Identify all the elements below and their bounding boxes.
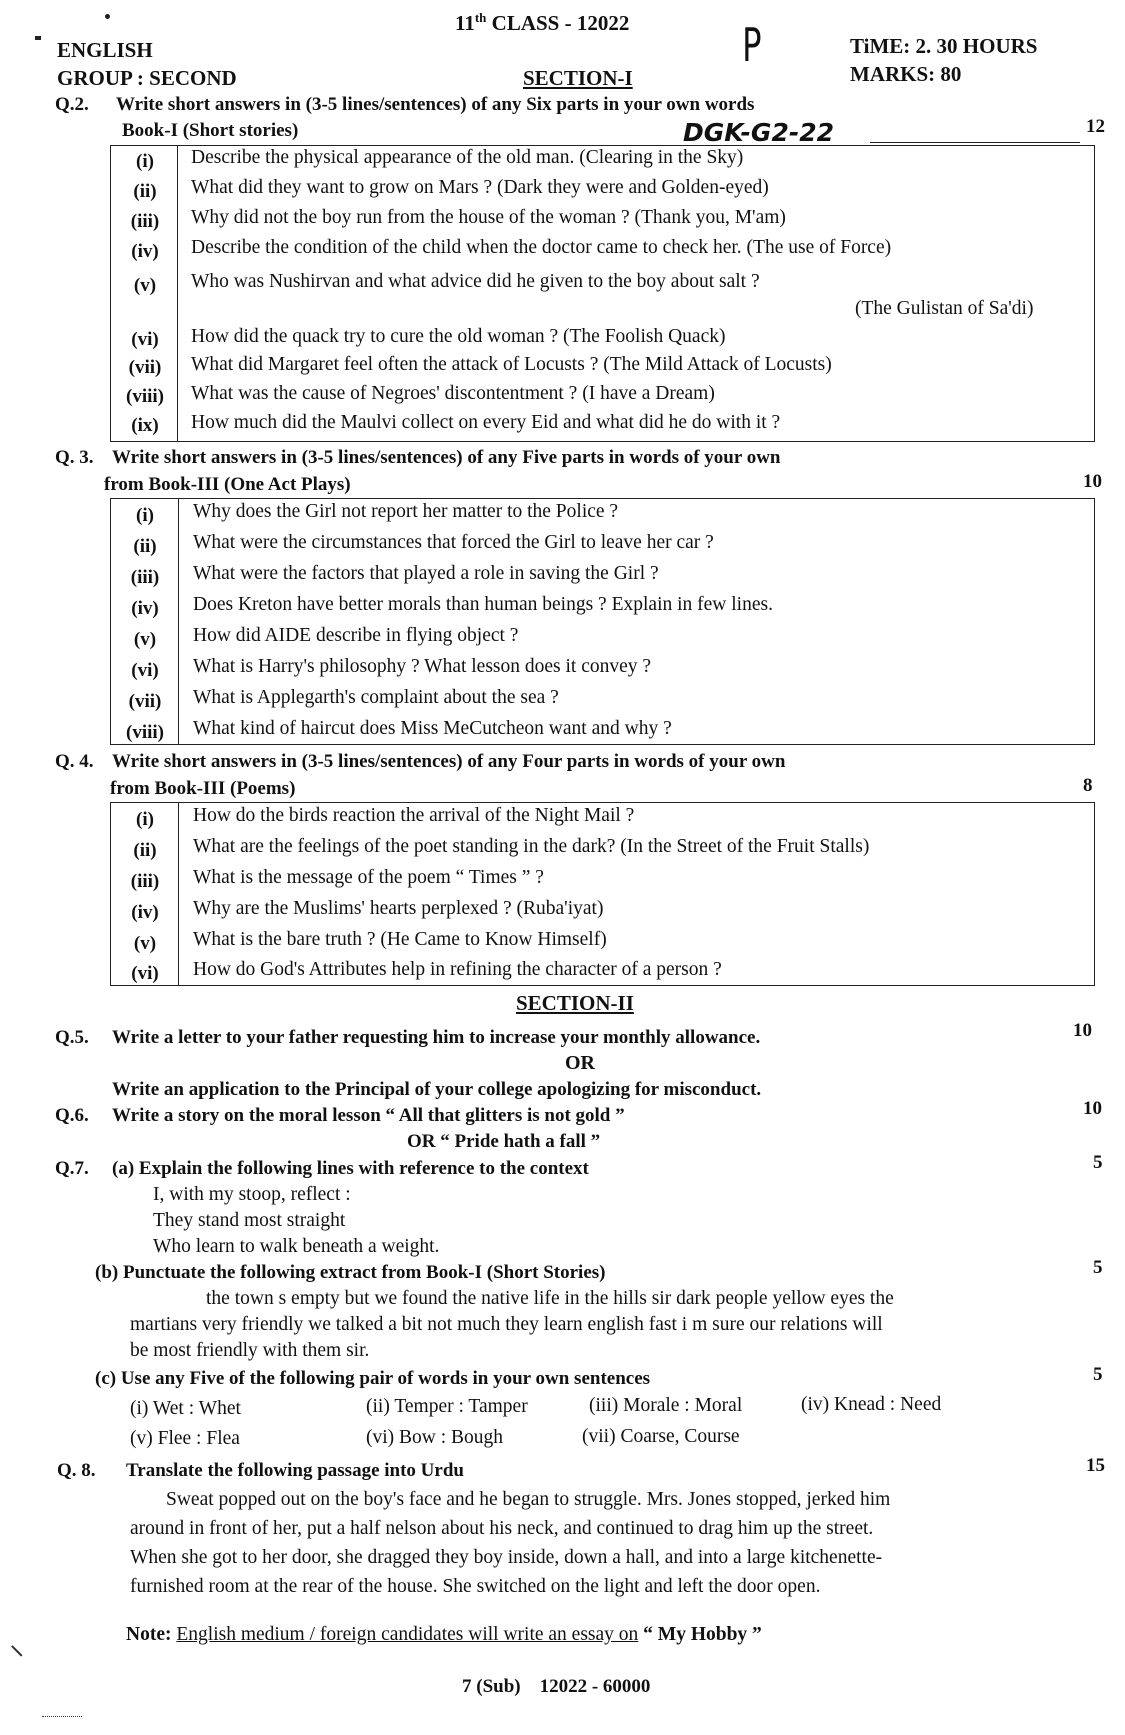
q4-marks: 8	[1083, 775, 1093, 796]
q2-question-5: Who was Nushirvan and what advice did he given to the boy about salt ?	[191, 271, 760, 292]
q7c-pair-4: (iv) Knead : Need	[801, 1394, 942, 1415]
q8-passage-line-1: Sweat popped out on the boy's face and he began to struggle. Mrs. Jones stopped, jerked him	[166, 1489, 891, 1510]
q4-num-1: (i)	[136, 809, 154, 830]
q7c-pair-6: (vi) Bow : Bough	[366, 1427, 504, 1448]
q2-question-8: What was the cause of Negroes' discontentment ? (I have a Dream)	[191, 383, 715, 404]
note-topic: “ My Hobby ”	[643, 1624, 762, 1645]
section-one-heading: SECTION-I	[523, 66, 633, 90]
q7a-line-2: They stand most straight	[153, 1210, 346, 1231]
q3-marks: 10	[1083, 471, 1102, 492]
q4-divider	[178, 802, 179, 986]
q7a-line-3: Who learn to walk beneath a weight.	[153, 1236, 440, 1257]
q7c-pair-2: (ii) Temper : Tamper	[366, 1396, 528, 1417]
q3-question-8: What kind of haircut does Miss MeCutcheon want and why ?	[193, 718, 672, 739]
q2-divider	[177, 145, 178, 442]
q2-num-4: (iv)	[131, 241, 159, 262]
q7c-pair-7: (vii) Coarse, Course	[582, 1426, 740, 1447]
q7c-pair-1: (i) Wet : Whet	[130, 1398, 241, 1419]
q2-book: Book-I (Short stories)	[122, 120, 299, 141]
q3-num-2: (ii)	[133, 536, 157, 557]
subject-label: ENGLISH	[57, 38, 153, 62]
note-label: Note:	[126, 1624, 172, 1645]
q3-divider	[178, 498, 179, 745]
scan-dot	[35, 36, 41, 40]
q8-heading: Translate the following passage into Urdu	[126, 1460, 464, 1481]
q7a-line-1: I, with my stoop, reflect :	[153, 1184, 351, 1205]
q7a-marks: 5	[1093, 1152, 1103, 1173]
q7c-pair-3: (iii) Morale : Moral	[589, 1395, 743, 1416]
class-title: 11th CLASS - 12022	[455, 10, 630, 35]
q2-marks-rule	[870, 142, 1080, 143]
q3-num-4: (iv)	[131, 598, 159, 619]
q2-num-6: (vi)	[131, 329, 159, 350]
q6-line1: Write a story on the moral lesson “ All that glitters is not gold ”	[112, 1105, 625, 1126]
scan-mark	[42, 1716, 82, 1717]
q2-marks: 12	[1086, 116, 1105, 137]
q3-question-7: What is Applegarth's complaint about the sea ?	[193, 687, 559, 708]
q7b-marks: 5	[1093, 1257, 1103, 1278]
q2-question-1: Describe the physical appearance of the old man. (Clearing in the Sky)	[191, 147, 744, 168]
q4-num-5: (v)	[133, 933, 157, 954]
q7b-line-1: the town s empty but we found the native life in the hills sir dark people yellow eyes the	[206, 1288, 894, 1309]
q2-question-9: How much did the Maulvi collect on every Eid and what did he do with it ?	[191, 412, 781, 433]
q3-label: Q. 3.	[55, 447, 94, 468]
q2-num-3: (iii)	[130, 211, 160, 232]
q7c-marks: 5	[1093, 1364, 1103, 1385]
handwritten-code: DGK-G2-22	[683, 118, 835, 147]
scan-mark	[12, 1645, 23, 1656]
q2-num-9: (ix)	[131, 415, 159, 436]
q3-question-2: What were the circumstances that forced the Girl to leave her car ?	[193, 532, 714, 553]
q4-question-3: What is the message of the poem “ Times ” ?	[193, 867, 544, 888]
q4-num-4: (iv)	[131, 902, 159, 923]
q7c-heading: (c) Use any Five of the following pair of words in your own sentences	[95, 1368, 651, 1389]
q7b-heading: (b) Punctuate the following extract from Book-I (Short Stories)	[95, 1262, 606, 1283]
q3-num-6: (vi)	[131, 660, 159, 681]
note-line	[126, 1624, 762, 1646]
q2-num-5: (v)	[133, 275, 157, 296]
q2-question-4: Describe the condition of the child when the doctor came to check her. (The use of Force)	[191, 237, 892, 258]
section-two-heading: SECTION-II	[516, 991, 634, 1015]
q4-question-4: Why are the Muslims' hearts perplexed ? (Ruba'iyat)	[193, 898, 604, 919]
q3-instruction: Write short answers in (3-5 lines/sentences) of any Five parts in words of your own	[112, 447, 781, 468]
q4-question-6: How do God's Attributes help in refining the character of a person ?	[193, 959, 722, 980]
q2-num-2: (ii)	[133, 181, 157, 202]
q2-instruction: Write short answers in (3-5 lines/sentences) of any Six parts in your own words	[116, 94, 755, 115]
q3-question-3: What were the factors that played a role in saving the Girl ?	[193, 563, 659, 584]
q4-question-5: What is the bare truth ? (He Came to Know Himself)	[193, 929, 607, 950]
q5-or: OR	[565, 1052, 595, 1074]
q4-label: Q. 4.	[55, 751, 94, 772]
q5-line1: Write a letter to your father requesting him to increase your monthly allowance.	[112, 1027, 761, 1048]
q3-num-7: (vii)	[128, 691, 162, 712]
q7b-line-3: be most friendly with them sir.	[130, 1340, 370, 1361]
q4-book: from Book-III (Poems)	[110, 778, 296, 799]
time-label: TiME: 2. 30 HOURS	[850, 34, 1038, 58]
q3-question-1: Why does the Girl not report her matter to the Police ?	[193, 501, 619, 522]
q4-question-2: What are the feelings of the poet standing in the dark? (In the Street of the Fruit Stalls)	[193, 836, 870, 857]
q2-num-8: (viii)	[126, 386, 164, 407]
q5-marks: 10	[1073, 1020, 1092, 1041]
q3-num-1: (i)	[136, 505, 154, 526]
q2-question-6: How did the quack try to cure the old woman ? (The Foolish Quack)	[191, 326, 726, 347]
q4-num-3: (iii)	[130, 871, 160, 892]
q8-passage-line-4: furnished room at the rear of the house. She switched on the light and left the door open.	[130, 1576, 821, 1597]
q8-passage-line-2: around in front of her, put a half nelson about his neck, and continued to drag him up the street.	[130, 1518, 874, 1539]
q5-line2: Write an application to the Principal of your college apologizing for misconduct.	[112, 1079, 762, 1100]
q4-num-2: (ii)	[133, 840, 157, 861]
q6-label: Q.6.	[55, 1105, 89, 1126]
q2-question-3: Why did not the boy run from the house of the woman ? (Thank you, M'am)	[191, 207, 786, 228]
marks-label: MARKS: 80	[850, 62, 962, 86]
q2-question-5-source: (The Gulistan of Sa'di)	[855, 298, 1034, 319]
group-label: GROUP : SECOND	[57, 66, 237, 90]
q3-num-8: (viii)	[126, 722, 164, 743]
q3-question-5: How did AIDE describe in flying object ?	[193, 625, 519, 646]
q8-label: Q. 8.	[57, 1460, 96, 1481]
paper-code-footer: 7 (Sub) 12022 - 60000	[462, 1676, 651, 1697]
q8-marks: 15	[1086, 1455, 1105, 1476]
q3-book: from Book-III (One Act Plays)	[104, 474, 351, 495]
q7c-pair-5: (v) Flee : Flea	[130, 1428, 240, 1449]
q4-instruction: Write short answers in (3-5 lines/sentences) of any Four parts in words of your own	[112, 751, 786, 772]
q7a-heading: (a) Explain the following lines with reference to the context	[112, 1158, 589, 1179]
q5-label: Q.5.	[55, 1027, 89, 1048]
note-text: English medium / foreign candidates will write an essay on	[176, 1624, 639, 1645]
q8-passage-line-3: When she got to her door, she dragged they boy inside, down a hall, and into a large kitchenette-	[130, 1547, 883, 1568]
q7-label: Q.7.	[55, 1158, 89, 1179]
q2-question-7: What did Margaret feel often the attack of Locusts ? (The Mild Attack of Locusts)	[191, 354, 832, 375]
q2-question-2: What did they want to grow on Mars ? (Dark they were and Golden-eyed)	[191, 177, 769, 198]
q2-num-1: (i)	[136, 151, 154, 172]
q4-question-1: How do the birds reaction the arrival of the Night Mail ?	[193, 805, 635, 826]
scan-dot	[105, 14, 110, 19]
q3-question-6: What is Harry's philosophy ? What lesson does it convey ?	[193, 656, 652, 677]
q3-num-3: (iii)	[130, 567, 160, 588]
q3-num-5: (v)	[133, 629, 157, 650]
q2-num-7: (vii)	[128, 357, 162, 378]
q3-question-4: Does Kreton have better morals than human beings ? Explain in few lines.	[193, 594, 773, 615]
handwritten-mark: P	[742, 18, 762, 72]
q6-line2: OR “ Pride hath a fall ”	[407, 1131, 601, 1152]
q6-marks: 10	[1083, 1098, 1102, 1119]
q2-label: Q.2.	[55, 94, 89, 115]
q7b-line-2: martians very friendly we talked a bit not much they learn english fast i m sure our relations will	[130, 1314, 883, 1335]
q4-num-6: (vi)	[131, 963, 159, 984]
